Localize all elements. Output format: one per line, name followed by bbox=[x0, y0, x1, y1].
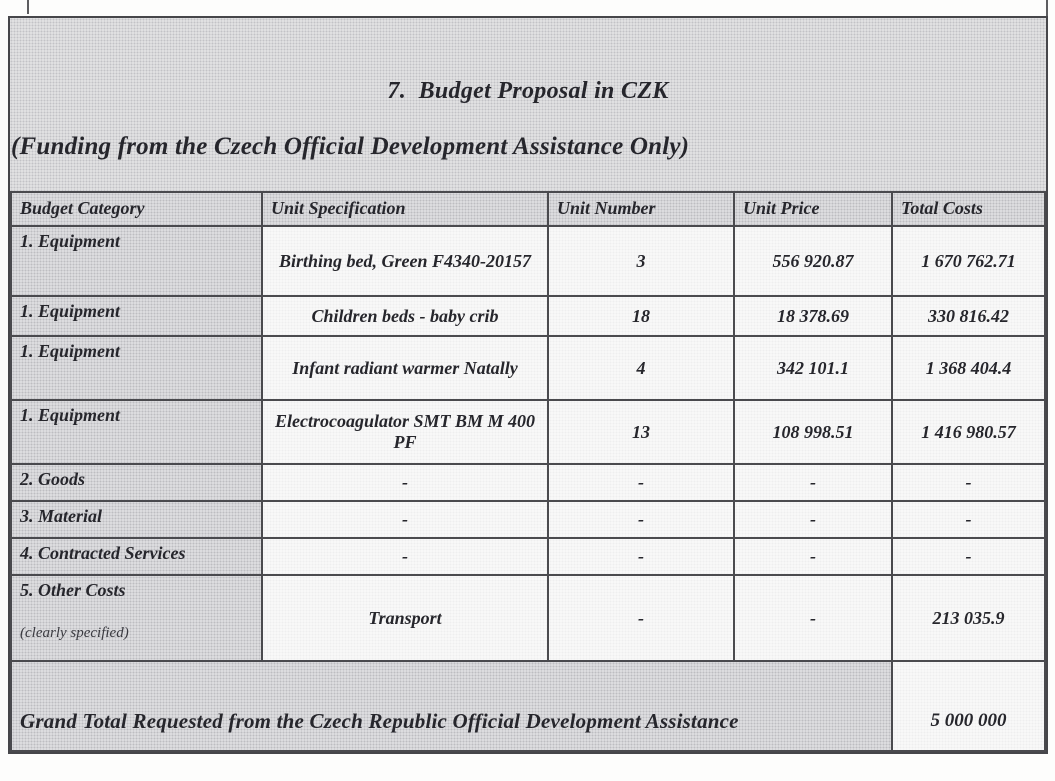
unit-price-cell: - bbox=[734, 501, 892, 538]
total-costs-cell: 1 368 404.4 bbox=[892, 336, 1045, 400]
spec-cell: - bbox=[262, 464, 548, 501]
table-row bbox=[11, 336, 1045, 400]
category-cell: 3. Material bbox=[11, 501, 262, 538]
spec-cell: - bbox=[262, 501, 548, 538]
unit-number-cell: 13 bbox=[548, 400, 734, 464]
grand-total-value: 5 000 000 bbox=[892, 661, 1045, 751]
table-header-row bbox=[11, 192, 1045, 226]
unit-number-cell: 18 bbox=[548, 296, 734, 336]
column-header-unit-number: Unit Number bbox=[548, 192, 734, 226]
column-header-unit-specification: Unit Specification bbox=[262, 192, 548, 226]
table-row bbox=[11, 464, 1045, 501]
total-costs-cell: - bbox=[892, 464, 1045, 501]
budget-proposal-section bbox=[8, 16, 1048, 754]
category-cell bbox=[11, 575, 262, 661]
category-cell: 1. Equipment bbox=[11, 226, 262, 296]
table-row bbox=[11, 538, 1045, 575]
spec-cell: Transport bbox=[262, 575, 548, 661]
unit-price-cell: - bbox=[734, 538, 892, 575]
unit-number-cell: 3 bbox=[548, 226, 734, 296]
column-header-total-costs: Total Costs bbox=[892, 192, 1045, 226]
column-header-budget-category: Budget Category bbox=[11, 192, 262, 226]
unit-price-cell: 556 920.87 bbox=[734, 226, 892, 296]
scan-edge-mark-left bbox=[27, 0, 29, 14]
spec-cell: Birthing bed, Green F4340-20157 bbox=[262, 226, 548, 296]
spec-cell: - bbox=[262, 538, 548, 575]
category-label: 5. Other Costs bbox=[20, 580, 126, 600]
category-cell: 1. Equipment bbox=[11, 400, 262, 464]
unit-price-cell: 18 378.69 bbox=[734, 296, 892, 336]
total-costs-cell: 1 670 762.71 bbox=[892, 226, 1045, 296]
table-row bbox=[11, 400, 1045, 464]
total-costs-cell: 213 035.9 bbox=[892, 575, 1045, 661]
total-costs-cell: 1 416 980.57 bbox=[892, 400, 1045, 464]
page-subtitle: (Funding from the Czech Official Development Assistance Only) bbox=[11, 133, 690, 160]
unit-number-cell: - bbox=[548, 464, 734, 501]
category-cell: 4. Contracted Services bbox=[11, 538, 262, 575]
unit-number-cell: - bbox=[548, 538, 734, 575]
unit-price-cell: 108 998.51 bbox=[734, 400, 892, 464]
spec-cell: Electrocoagulator SMT BM M 400 PF bbox=[262, 400, 548, 464]
grand-total-label: Grand Total Requested from the Czech Republic Official Development Assistance bbox=[11, 661, 892, 751]
grand-total-row bbox=[11, 661, 1045, 751]
total-costs-cell: - bbox=[892, 501, 1045, 538]
category-cell: 1. Equipment bbox=[11, 336, 262, 400]
table-row bbox=[11, 296, 1045, 336]
page-title: 7. Budget Proposal in CZK bbox=[387, 78, 669, 104]
unit-price-cell: - bbox=[734, 575, 892, 661]
column-header-unit-price: Unit Price bbox=[734, 192, 892, 226]
table-row bbox=[11, 575, 1045, 661]
spec-cell: Infant radiant warmer Natally bbox=[262, 336, 548, 400]
table-row bbox=[11, 226, 1045, 296]
total-costs-cell: - bbox=[892, 538, 1045, 575]
table-row bbox=[11, 501, 1045, 538]
budget-table bbox=[10, 191, 1046, 752]
unit-number-cell: - bbox=[548, 575, 734, 661]
unit-price-cell: 342 101.1 bbox=[734, 336, 892, 400]
unit-number-cell: - bbox=[548, 501, 734, 538]
category-cell: 1. Equipment bbox=[11, 296, 262, 336]
category-cell: 2. Goods bbox=[11, 464, 262, 501]
total-costs-cell: 330 816.42 bbox=[892, 296, 1045, 336]
category-note: (clearly specified) bbox=[20, 625, 129, 641]
unit-number-cell: 4 bbox=[548, 336, 734, 400]
unit-price-cell: - bbox=[734, 464, 892, 501]
spec-cell: Children beds - baby crib bbox=[262, 296, 548, 336]
